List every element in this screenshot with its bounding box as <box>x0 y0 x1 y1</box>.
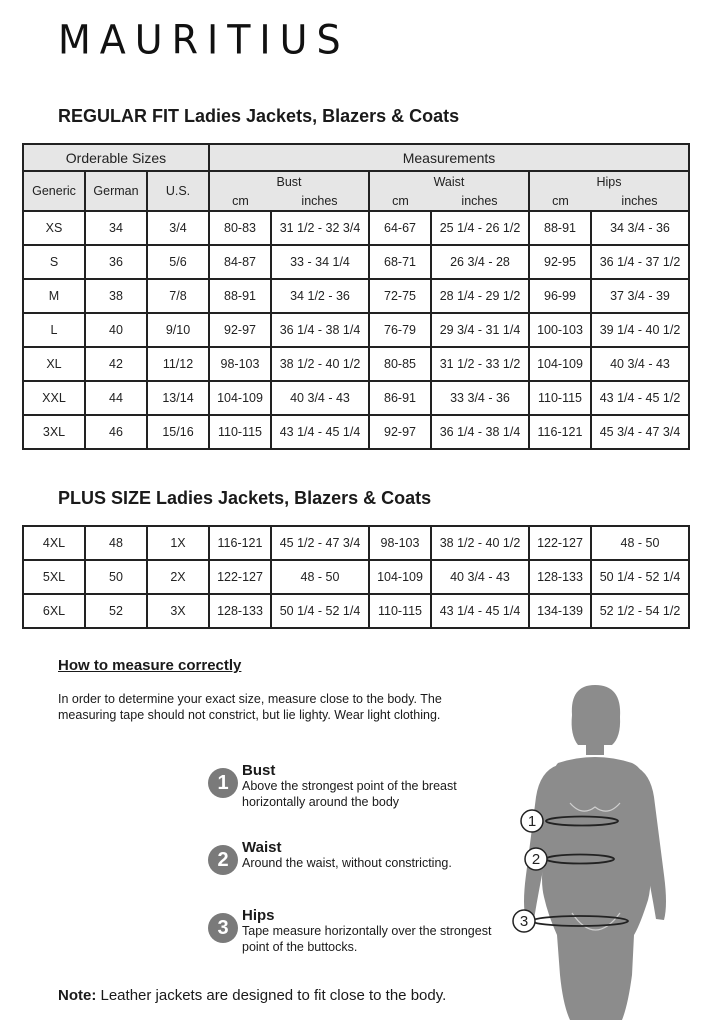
table-cell: 45 3/4 - 47 3/4 <box>591 415 689 449</box>
table-cell: 9/10 <box>147 313 209 347</box>
col-waist-header: Waist <box>369 171 529 191</box>
table-cell: 64-67 <box>369 211 431 245</box>
table-cell: 3X <box>147 594 209 628</box>
table-cell: 3/4 <box>147 211 209 245</box>
table-row <box>23 245 689 279</box>
table-cell: 15/16 <box>147 415 209 449</box>
table-cell: 100-103 <box>529 313 591 347</box>
how-to-measure-title: How to measure correctly <box>58 657 242 674</box>
table-cell: 48 - 50 <box>591 526 689 560</box>
table-cell: 36 <box>85 245 147 279</box>
note-label: Note: <box>58 987 97 1004</box>
table-row <box>23 279 689 313</box>
table-cell: 37 3/4 - 39 <box>591 279 689 313</box>
table-cell: M <box>23 279 85 313</box>
table-cell: L <box>23 313 85 347</box>
step-number-2: 2 <box>208 845 238 875</box>
table-cell: 43 1/4 - 45 1/4 <box>271 415 369 449</box>
table-cell: 36 1/4 - 37 1/2 <box>591 245 689 279</box>
table-cell: XS <box>23 211 85 245</box>
bust-cm-header: cm <box>209 191 271 211</box>
step-number-3: 3 <box>208 913 238 943</box>
regular-fit-size-table <box>22 143 690 450</box>
table-cell: 80-83 <box>209 211 271 245</box>
table-cell: 26 3/4 - 28 <box>431 245 529 279</box>
table-row <box>23 415 689 449</box>
step-desc-waist: Around the waist, without constricting. <box>242 856 452 870</box>
table-cell: 36 1/4 - 38 1/4 <box>431 415 529 449</box>
col-generic-header: Generic <box>23 171 85 211</box>
table-cell: 40 3/4 - 43 <box>591 347 689 381</box>
step-desc-bust: Above the strongest point of the breast horizontally around the body <box>242 779 457 809</box>
table-row <box>23 347 689 381</box>
table-cell: 40 3/4 - 43 <box>431 560 529 594</box>
figure-marker-1 <box>521 810 543 832</box>
table-cell: 52 1/2 - 54 1/2 <box>591 594 689 628</box>
table-cell: 33 - 34 1/4 <box>271 245 369 279</box>
col-hips-header: Hips <box>529 171 689 191</box>
table-cell: XXL <box>23 381 85 415</box>
table-cell: 128-133 <box>209 594 271 628</box>
table-cell: 29 3/4 - 31 1/4 <box>431 313 529 347</box>
table-cell: 31 1/2 - 33 1/2 <box>431 347 529 381</box>
table-cell: 42 <box>85 347 147 381</box>
table-cell: 116-121 <box>209 526 271 560</box>
table-cell: 13/14 <box>147 381 209 415</box>
figure-marker-1-label: 1 <box>527 813 537 830</box>
figure-marker-2-label: 2 <box>531 851 541 868</box>
table-cell: 50 1/4 - 52 1/4 <box>591 560 689 594</box>
table-cell: 38 1/2 - 40 1/2 <box>431 526 529 560</box>
figure-marker-2 <box>525 848 547 870</box>
table-cell: 2X <box>147 560 209 594</box>
table-cell: 43 1/4 - 45 1/4 <box>431 594 529 628</box>
table-cell: 104-109 <box>369 560 431 594</box>
note <box>58 987 446 1004</box>
table-cell: 3XL <box>23 415 85 449</box>
hips-inches-header: inches <box>591 191 689 211</box>
table-cell: 128-133 <box>529 560 591 594</box>
table-cell: 5/6 <box>147 245 209 279</box>
table-cell: 1X <box>147 526 209 560</box>
body-silhouette-figure <box>500 685 700 1020</box>
table-cell: 104-109 <box>209 381 271 415</box>
table-cell: 98-103 <box>369 526 431 560</box>
table-cell: 7/8 <box>147 279 209 313</box>
col-bust-header: Bust <box>209 171 369 191</box>
orderable-sizes-header: Orderable Sizes <box>23 144 209 171</box>
table-cell: 50 <box>85 560 147 594</box>
figure-marker-3 <box>513 910 535 932</box>
plus-size-title: PLUS SIZE Ladies Jackets, Blazers & Coats <box>58 488 432 508</box>
table-row <box>23 560 689 594</box>
table-cell: 50 1/4 - 52 1/4 <box>271 594 369 628</box>
table-cell: 38 <box>85 279 147 313</box>
col-german-header: German <box>85 171 147 211</box>
table-cell: 44 <box>85 381 147 415</box>
step-title-waist: Waist <box>242 839 282 856</box>
how-to-measure-intro: In order to determine your exact size, measure close to the body. The measuring tape should not constrict, but lie lighty. Wear light clothing. <box>58 692 442 722</box>
table-cell: 34 <box>85 211 147 245</box>
table-row <box>23 526 689 560</box>
table-cell: 72-75 <box>369 279 431 313</box>
table-cell: 28 1/4 - 29 1/2 <box>431 279 529 313</box>
step-desc-hips: Tape measure horizontally over the strongest point of the buttocks. <box>242 924 492 954</box>
table-cell: 88-91 <box>529 211 591 245</box>
table-cell: 122-127 <box>209 560 271 594</box>
measurements-header: Measurements <box>209 144 689 171</box>
table-cell: 88-91 <box>209 279 271 313</box>
waist-cm-header: cm <box>369 191 431 211</box>
table-cell: 38 1/2 - 40 1/2 <box>271 347 369 381</box>
table-cell: 134-139 <box>529 594 591 628</box>
table-cell: XL <box>23 347 85 381</box>
table-row <box>23 594 689 628</box>
table-cell: 5XL <box>23 560 85 594</box>
table-cell: 48 - 50 <box>271 560 369 594</box>
table-cell: 86-91 <box>369 381 431 415</box>
step-title-hips: Hips <box>242 907 275 924</box>
figure-marker-3-label: 3 <box>519 913 529 930</box>
table-cell: 4XL <box>23 526 85 560</box>
note-text: Leather jackets are designed to fit close to the body. <box>100 987 447 1004</box>
table-cell: 98-103 <box>209 347 271 381</box>
table-cell: 110-115 <box>529 381 591 415</box>
table-cell: 40 <box>85 313 147 347</box>
table-cell: 39 1/4 - 40 1/2 <box>591 313 689 347</box>
table-cell: 25 1/4 - 26 1/2 <box>431 211 529 245</box>
plus-size-table <box>22 525 690 629</box>
table-cell: 110-115 <box>209 415 271 449</box>
waist-inches-header: inches <box>431 191 529 211</box>
table-cell: 40 3/4 - 43 <box>271 381 369 415</box>
table-cell: 84-87 <box>209 245 271 279</box>
regular-fit-title: REGULAR FIT Ladies Jackets, Blazers & Coats <box>58 106 460 126</box>
table-cell: 52 <box>85 594 147 628</box>
col-us-header: U.S. <box>147 171 209 211</box>
table-cell: 34 1/2 - 36 <box>271 279 369 313</box>
table-cell: 36 1/4 - 38 1/4 <box>271 313 369 347</box>
table-cell: 80-85 <box>369 347 431 381</box>
table-cell: 45 1/2 - 47 3/4 <box>271 526 369 560</box>
table-cell: 46 <box>85 415 147 449</box>
table-cell: 92-97 <box>369 415 431 449</box>
table-cell: 104-109 <box>529 347 591 381</box>
table-cell: 76-79 <box>369 313 431 347</box>
hips-cm-header: cm <box>529 191 591 211</box>
table-row <box>23 313 689 347</box>
table-cell: 34 3/4 - 36 <box>591 211 689 245</box>
table-cell: 122-127 <box>529 526 591 560</box>
table-cell: S <box>23 245 85 279</box>
table-cell: 11/12 <box>147 347 209 381</box>
table-cell: 33 3/4 - 36 <box>431 381 529 415</box>
table-row <box>23 381 689 415</box>
step-title-bust: Bust <box>242 762 276 779</box>
table-cell: 48 <box>85 526 147 560</box>
table-cell: 92-97 <box>209 313 271 347</box>
table-cell: 116-121 <box>529 415 591 449</box>
table-cell: 96-99 <box>529 279 591 313</box>
step-number-1: 1 <box>208 768 238 798</box>
table-cell: 43 1/4 - 45 1/2 <box>591 381 689 415</box>
table-cell: 92-95 <box>529 245 591 279</box>
bust-inches-header: inches <box>271 191 369 211</box>
table-cell: 6XL <box>23 594 85 628</box>
table-cell: 110-115 <box>369 594 431 628</box>
brand-logo: MAURITIUS <box>58 16 350 64</box>
table-row <box>23 211 689 245</box>
table-cell: 31 1/2 - 32 3/4 <box>271 211 369 245</box>
table-cell: 68-71 <box>369 245 431 279</box>
